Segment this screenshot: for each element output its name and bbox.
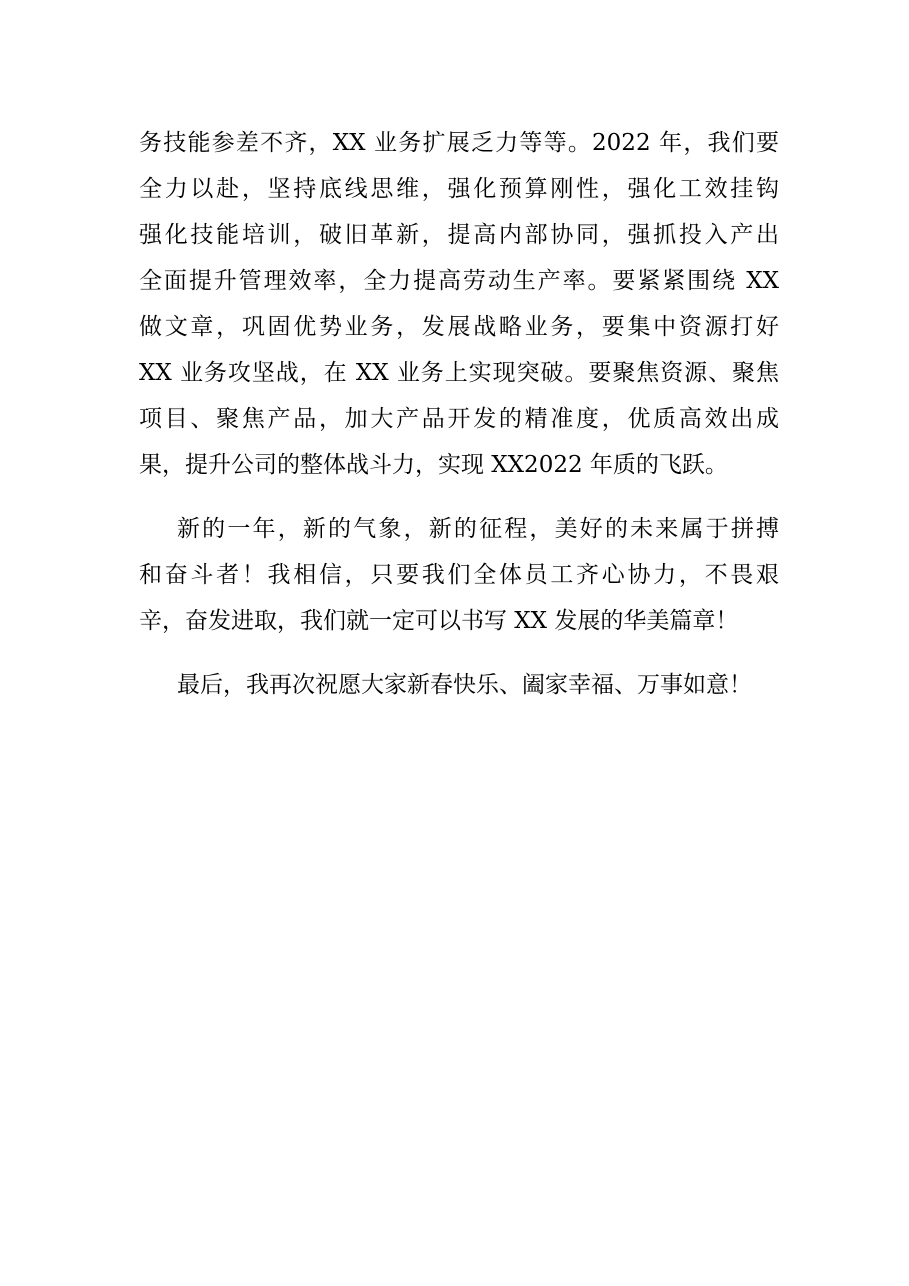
paragraph-line: 全力以赴，坚持底线思维，强化预算刚性，强化工效挂钩	[139, 176, 779, 202]
paragraph-line: XX 业务攻坚战，在 XX 业务上实现突破。要聚焦资源、聚焦	[139, 360, 779, 386]
paragraph-line: 辛，奋发进取，我们就一定可以书写 XX 发展的华美篇章！	[139, 608, 739, 634]
paragraph-line: 果，提升公司的整体战斗力，实现 XX2022 年质的飞跃。	[139, 452, 728, 478]
paragraph-line: 全面提升管理效率，全力提高劳动生产率。要紧紧围绕 XX	[139, 268, 779, 294]
paragraph-spacer	[139, 488, 779, 506]
paragraph-line: 做文章，巩固优势业务，发展战略业务，要集中资源打好	[139, 314, 779, 340]
paragraph-line: 和奋斗者！我相信，只要我们全体员工齐心协力，不畏艰	[139, 562, 779, 588]
paragraph-line: 新的一年，新的气象，新的征程，美好的未来属于拼搏	[177, 516, 779, 542]
paragraph-spacer	[139, 644, 779, 662]
document-body	[139, 120, 779, 708]
paragraph-3	[139, 662, 779, 708]
paragraph-line: 项目、聚焦产品，加大产品开发的精准度，优质高效出成	[139, 406, 779, 432]
paragraph-2	[139, 506, 779, 644]
paragraph-line: 强化技能培训，破旧革新，提高内部协同，强抓投入产出	[139, 222, 779, 248]
paragraph-1	[139, 120, 779, 488]
paragraph-line: 务技能参差不齐，XX 业务扩展乏力等等。2022 年，我们要	[139, 130, 779, 156]
paragraph-line: 最后，我再次祝愿大家新春快乐、阖家幸福、万事如意！	[177, 672, 752, 698]
